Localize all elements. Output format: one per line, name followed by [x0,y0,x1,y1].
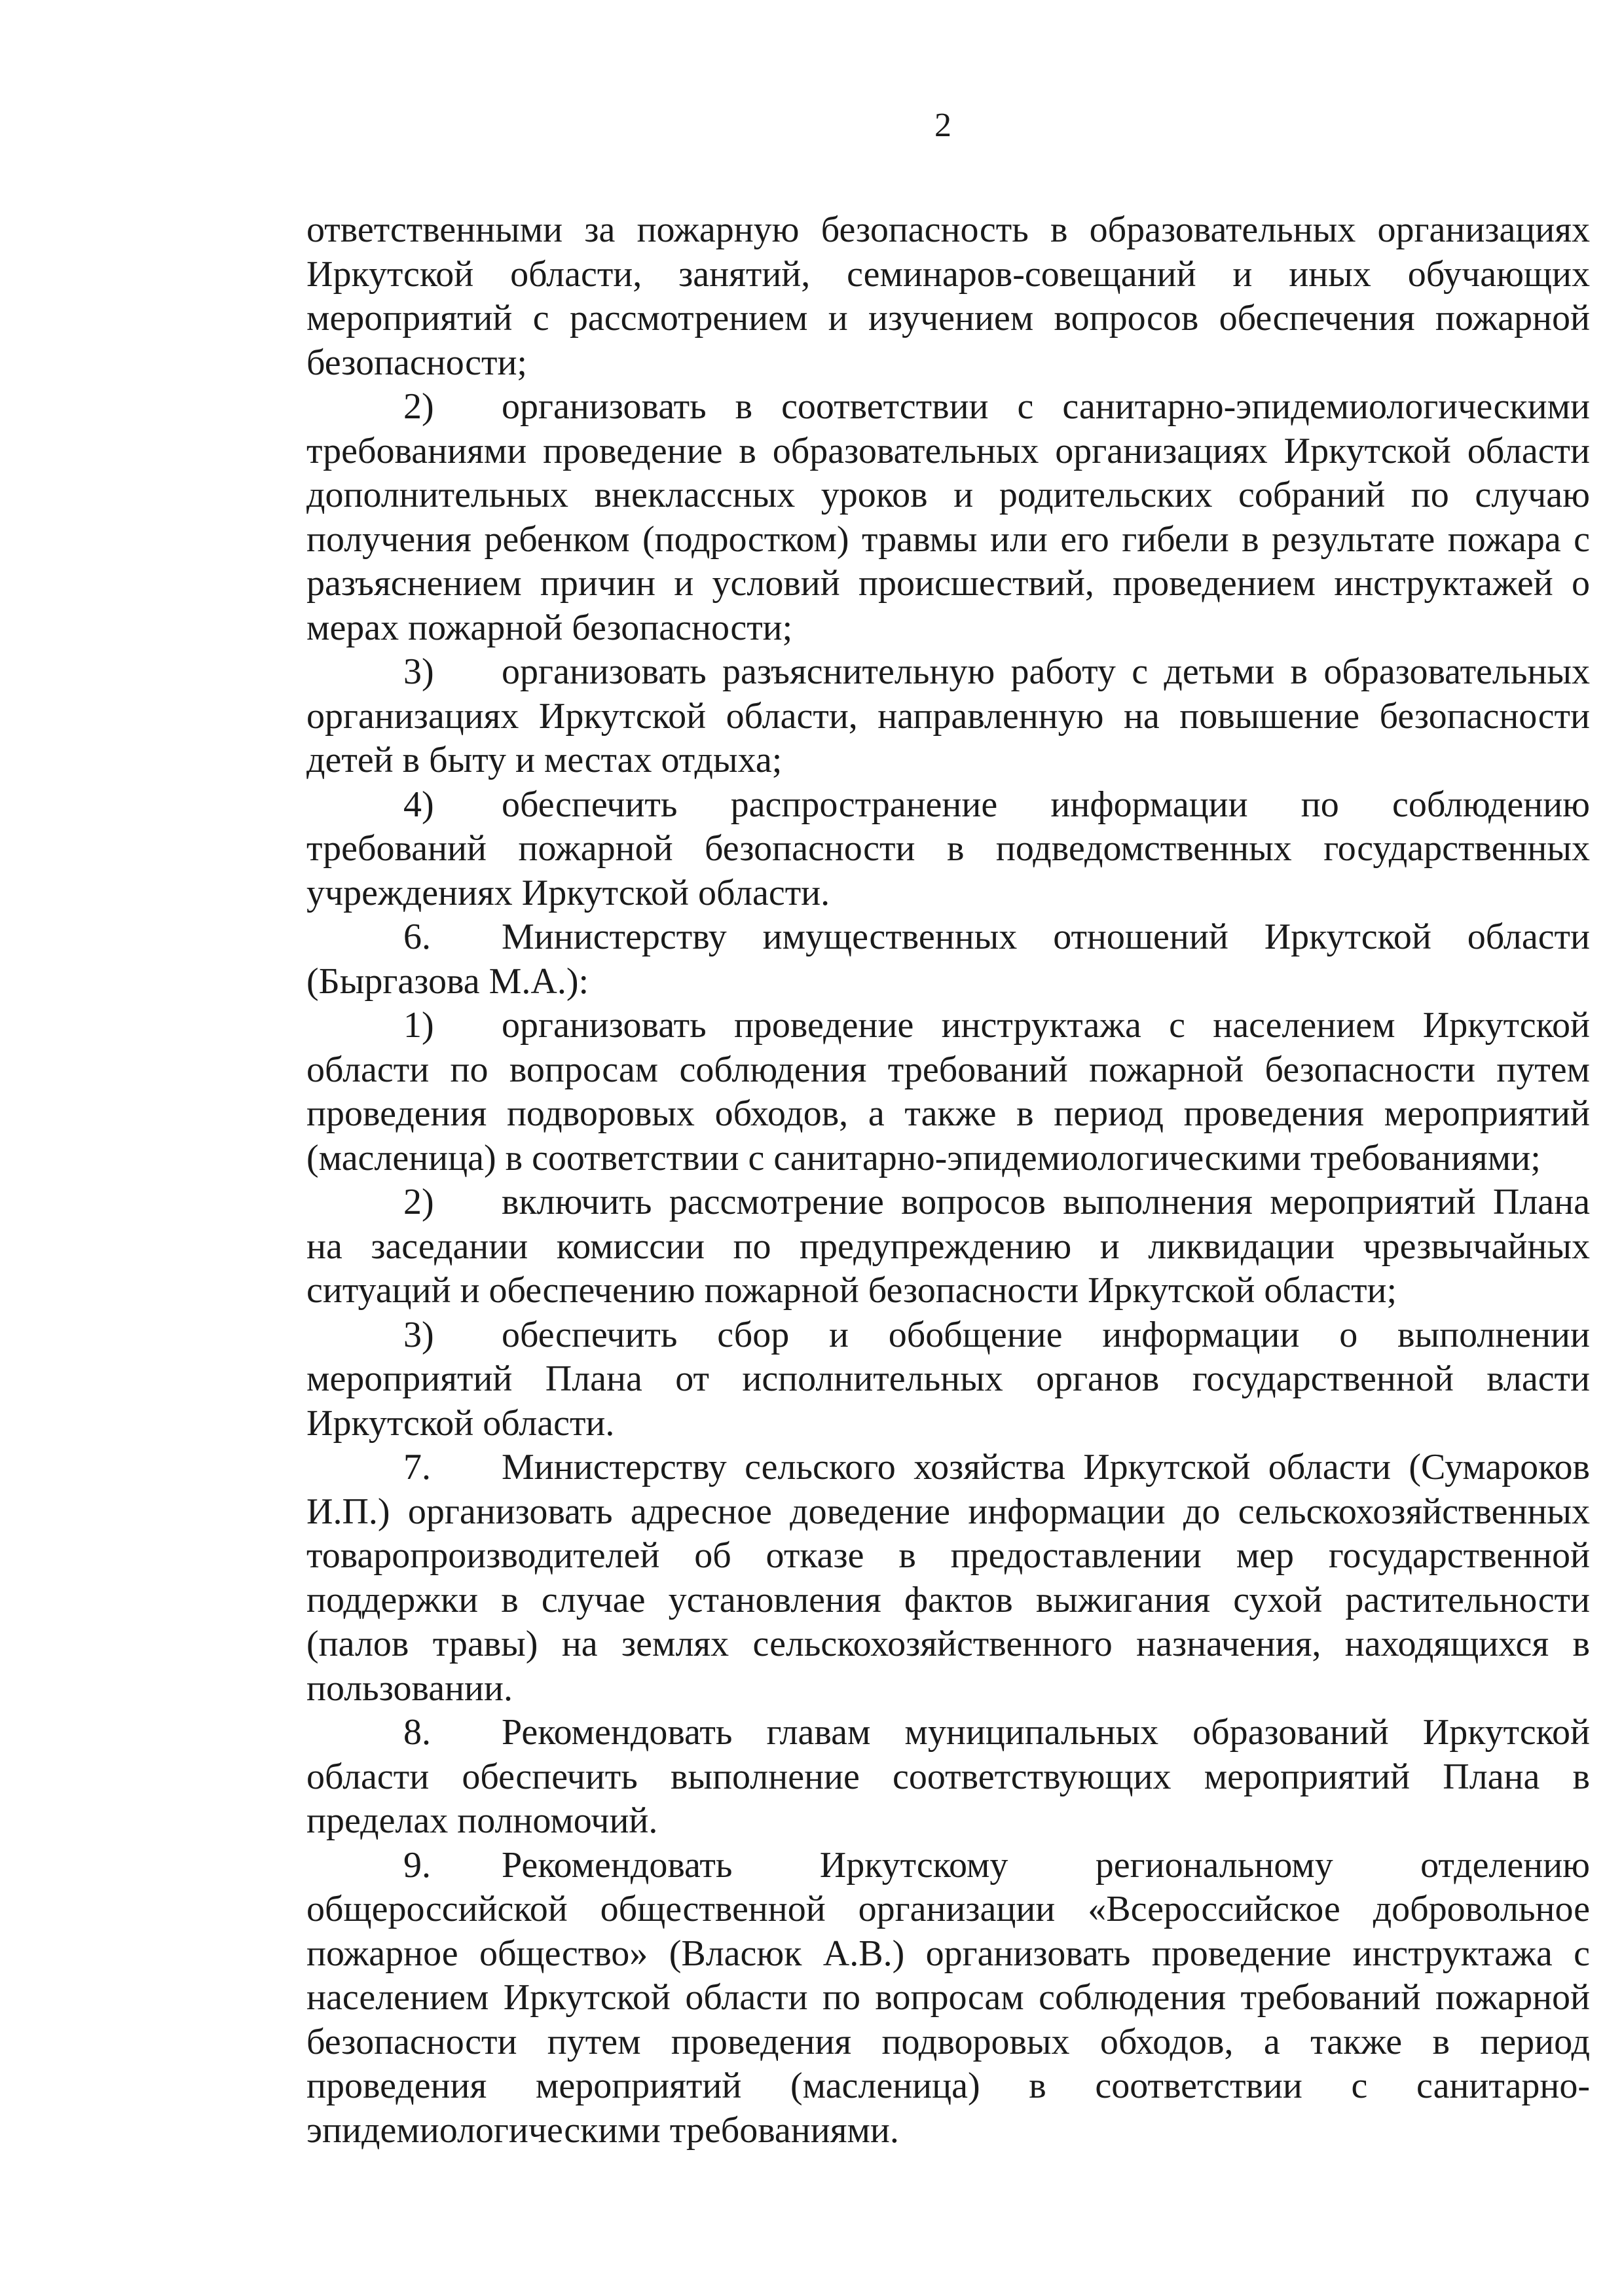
paragraph-item-2 [306,385,1590,650]
paragraph-text: Рекомендовать главам муниципальных образований Иркутской области обеспечить выполнение соответствующих мероприятий Плана в пределах полномочий. [306,1712,1590,1841]
paragraph-text: организовать разъяснительную работу с детьми в образовательных организациях Иркутской области, направленную на повышение безопасности детей в быту и местах отдыха; [306,651,1590,780]
paragraph-text: ответственными за пожарную безопасность в образовательных организациях Иркутской области, занятий, семинаров-совещаний и иных обучающих мероприятий с рассмотрением и изучением вопросов обеспечения пожарной безопасности; [306,210,1590,383]
item-number: 3) [403,1314,434,1355]
section-number: 6. [403,917,431,957]
section-number: 9. [403,1844,431,1886]
paragraph-text: организовать проведение инструктажа с населением Иркутской области по вопросам соблюдения требований пожарной безопасности путем проведения подворовых обходов, а также в период проведения мероприятий (масленица) в соответствии с санитарно-эпидемиологическими требованиями; [306,1005,1590,1178]
paragraph-text: обеспечить сбор и обобщение информации о выполнении мероприятий Плана от исполнительных органов государственной власти Иркутской области. [306,1314,1590,1444]
paragraph-section-8 [306,1711,1590,1844]
item-number: 4) [403,784,434,825]
paragraph-continuation [306,208,1590,385]
paragraph-item-3 [306,650,1590,783]
paragraph-item-6-3 [306,1313,1590,1446]
paragraph-item-6-1 [306,1004,1590,1180]
item-number: 1) [403,1005,434,1046]
section-number: 8. [403,1712,431,1753]
item-number: 3) [403,651,434,692]
paragraph-text: организовать в соответствии с санитарно-эпидемиологическими требованиями проведение в образовательных организациях Иркутской области дополнительных внеклассных уроков и родительских собраний по случаю получения ребенком (подростком) травмы или его гибели в результате пожара с разъяснением причин и условий происшествий, проведением инструктажей о мерах пожарной безопасности; [306,386,1590,648]
paragraph-section-9 [306,1844,1590,2153]
paragraph-section-6 [306,915,1590,1004]
paragraph-text: Министерству имущественных отношений Иркутской области (Быргазова М.А.): [306,917,1590,1002]
paragraph-text: обеспечить распространение информации по соблюдению требований пожарной безопасности в подведомственных государственных учреждениях Иркутской области. [306,784,1590,913]
item-number: 2) [403,1182,434,1222]
item-number: 2) [403,386,434,427]
paragraph-text: Рекомендовать Иркутскому региональному отделению общероссийской общественной организации «Всероссийское добровольное пожарное общество» (Власюк А.В.) организовать проведение инструктажа с населением Иркутской области по вопросам соблюдения требований пожарной безопасности путем проведения подворовых обходов, а также в период проведения мероприятий (масленица) в соответствии с санитарно-эпидемиологическими требованиями. [306,1844,1590,2151]
paragraph-section-7 [306,1446,1590,1711]
paragraph-text: включить рассмотрение вопросов выполнения мероприятий Плана на заседании комиссии по предупреждению и ликвидации чрезвычайных ситуаций и обеспечению пожарной безопасности Иркутской области; [306,1182,1590,1311]
paragraph-item-6-2 [306,1180,1590,1313]
section-number: 7. [403,1447,431,1487]
paragraph-text: Министерству сельского хозяйства Иркутской области (Сумароков И.П.) организовать адресное доведение информации до сельскохозяйственных товаропроизводителей об отказе в предоставлении мер государственной поддержки в случае установления фактов выжигания сухой растительности (палов травы) на землях сельскохозяйственного назначения, находящихся в пользовании. [306,1447,1590,1709]
paragraph-item-4 [306,783,1590,916]
document-body [306,208,1590,2153]
page-number: 2 [934,107,951,144]
